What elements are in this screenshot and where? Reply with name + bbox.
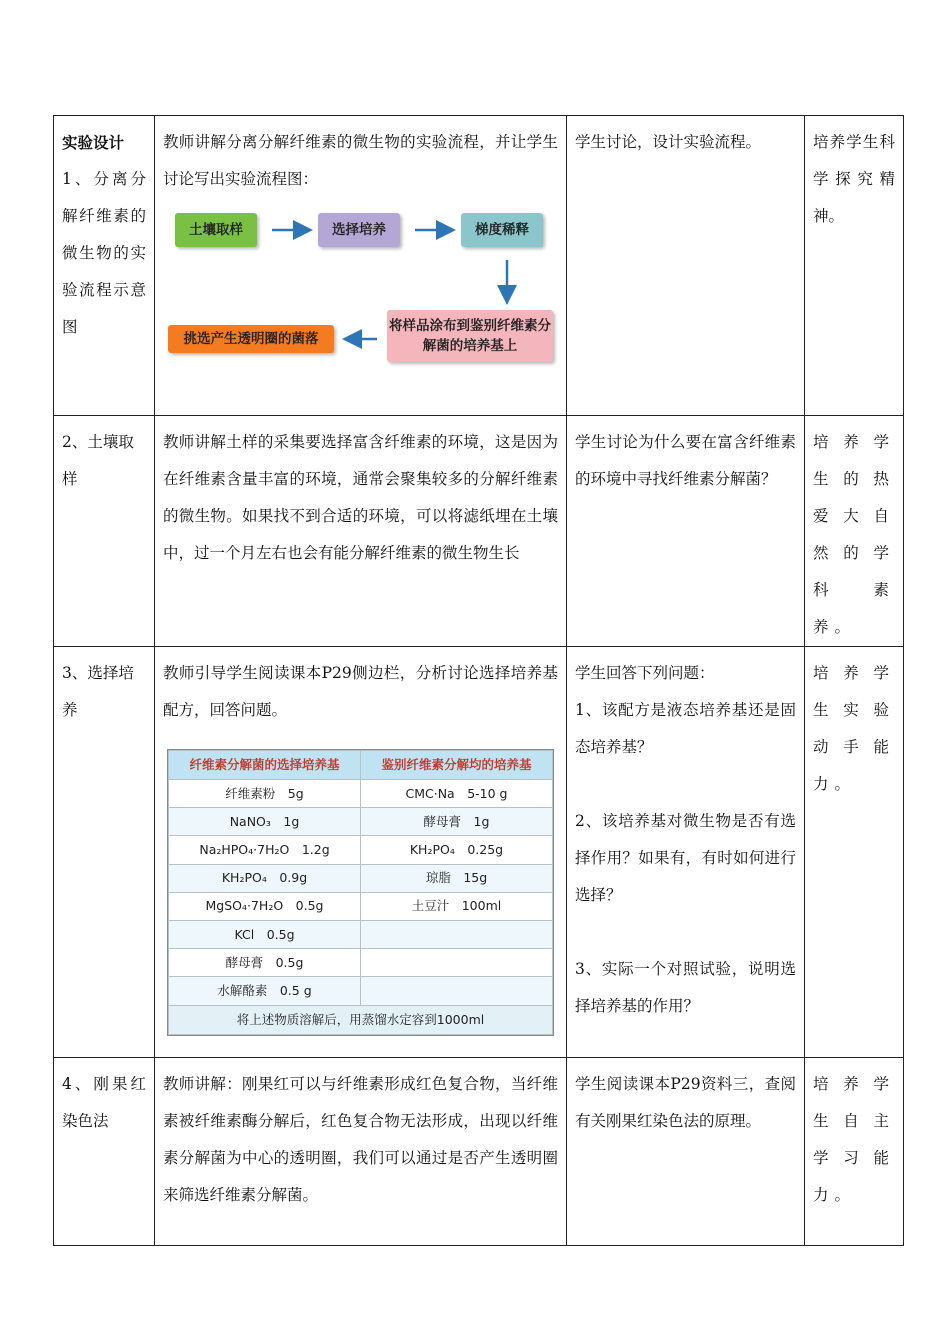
goal-cell <box>805 116 904 416</box>
design-intent: 培养学生自主学习能力。 <box>813 1075 895 1204</box>
design-intent: 培养学生的热爱大自然的学科素养。 <box>813 433 895 636</box>
student-activity-cell <box>567 1058 805 1246</box>
table-row <box>54 1058 904 1246</box>
student-activity: 学生讨论为什么要在富含纤维素的环境中寻找纤维素分解菌？ <box>575 433 796 488</box>
goal-cell <box>805 647 904 1058</box>
flow-step-spread-plate: 将样品涂布到鉴别纤维素分解菌的培养基上 <box>387 310 553 362</box>
medium-right-item: 琼脂 15g <box>361 864 553 892</box>
medium-footer: 将上述物质溶解后，用蒸馏水定容到1000ml <box>169 1005 553 1034</box>
medium-row <box>169 780 553 808</box>
teacher-activity: 教师引导学生阅读课本P29侧边栏，分析讨论选择培养基配方，回答问题。 <box>163 664 558 719</box>
medium-right-item <box>361 977 553 1005</box>
medium-right-item <box>361 920 553 948</box>
teacher-activity-cell <box>155 647 567 1058</box>
design-intent: 培养学生实验动手能力。 <box>813 664 895 793</box>
medium-left-item: 纤维素粉 5g <box>169 780 361 808</box>
student-question-1: 1、该配方是液态培养基还是固态培养基？ <box>575 701 796 756</box>
student-question-3: 3、实际一个对照试验，说明选择培养基的作用？ <box>575 960 796 1015</box>
medium-row <box>169 977 553 1005</box>
student-activity-cell <box>567 416 805 647</box>
medium-left-item: KCl 0.5g <box>169 920 361 948</box>
flow-step-pick-colonies: 挑选产生透明圈的菌落 <box>168 325 334 353</box>
medium-left-item: Na₂HPO₄·7H₂O 1.2g <box>169 836 361 864</box>
medium-row <box>169 864 553 892</box>
section-label: 1、分离分解纤维素的微生物的实验流程示意图 <box>62 170 146 336</box>
medium-row <box>169 808 553 836</box>
teacher-activity: 教师讲解土样的采集要选择富含纤维素的环境，这是因为在纤维素含量丰富的环境，通常会聚集较多的分解纤维素的微生物。如果找不到合适的环境，可以将滤纸埋在土壤中，过一个月左右也会有能分解纤维素的微生物生长 <box>163 433 558 562</box>
medium-right-item <box>361 949 553 977</box>
student-activity-cell <box>567 116 805 416</box>
student-intro: 学生回答下列问题： <box>575 664 715 682</box>
culture-medium-table-image <box>167 749 554 1036</box>
medium-right-item: 土豆汁 100ml <box>361 892 553 920</box>
table-row <box>54 416 904 647</box>
teacher-activity: 教师讲解：刚果红可以与纤维素形成红色复合物，当纤维素被纤维素酶分解后，红色复合物无法形成，出现以纤维素分解菌为中心的透明圈，我们可以通过是否产生透明圈来筛选纤维素分解菌。 <box>163 1075 558 1204</box>
section-cell <box>54 416 155 647</box>
table-row <box>54 116 904 416</box>
flow-step-soil-sampling: 土壤取样 <box>175 213 257 247</box>
medium-right-item: 酵母膏 1g <box>361 808 553 836</box>
teacher-activity: 教师讲解分离分解纤维素的微生物的实验流程，并让学生讨论写出实验流程图： <box>163 133 558 188</box>
medium-header-right: 鉴别纤维素分解均的培养基 <box>361 751 553 780</box>
section-cell <box>54 647 155 1058</box>
medium-header-row <box>169 751 553 780</box>
flow-step-gradient-dilution: 梯度稀释 <box>461 213 543 247</box>
medium-row <box>169 892 553 920</box>
medium-right-item: CMC·Na 5-10 g <box>361 780 553 808</box>
section-cell <box>54 1058 155 1246</box>
medium-row <box>169 920 553 948</box>
medium-left-item: 水解酪素 0.5 g <box>169 977 361 1005</box>
section-title: 实验设计 <box>62 133 125 152</box>
design-intent: 培养学生科学探究精神。 <box>813 133 895 225</box>
medium-row <box>169 836 553 864</box>
medium-row <box>169 949 553 977</box>
section-cell <box>54 116 155 416</box>
section-label: 2、土壤取样 <box>62 433 134 488</box>
lesson-plan-table <box>53 115 904 1246</box>
medium-left-item: KH₂PO₄ 0.9g <box>169 864 361 892</box>
student-activity: 学生讨论，设计实验流程。 <box>575 133 762 151</box>
table-row <box>54 647 904 1058</box>
flow-diagram <box>163 200 563 375</box>
goal-cell <box>805 1058 904 1246</box>
medium-header-left: 纤维素分解菌的选择培养基 <box>169 751 361 780</box>
medium-left-item: NaNO₃ 1g <box>169 808 361 836</box>
medium-left-item: 酵母膏 0.5g <box>169 949 361 977</box>
goal-cell <box>805 416 904 647</box>
medium-right-item: KH₂PO₄ 0.25g <box>361 836 553 864</box>
medium-footer-row <box>169 1005 553 1034</box>
flow-step-selective-culture: 选择培养 <box>318 213 400 247</box>
student-question-2: 2、该培养基对微生物是否有选择作用？如果有，有时如何进行选择？ <box>575 812 796 904</box>
section-label: 4、刚果红染色法 <box>62 1075 146 1130</box>
medium-left-item: MgSO₄·7H₂O 0.5g <box>169 892 361 920</box>
teacher-activity-cell <box>155 116 567 416</box>
section-label: 3、选择培养 <box>62 664 134 719</box>
student-activity: 学生阅读课本P29资料三，查阅有关刚果红染色法的原理。 <box>575 1075 796 1130</box>
teacher-activity-cell <box>155 416 567 647</box>
teacher-activity-cell <box>155 1058 567 1246</box>
culture-medium-table <box>168 750 553 1035</box>
student-activity-cell <box>567 647 805 1058</box>
